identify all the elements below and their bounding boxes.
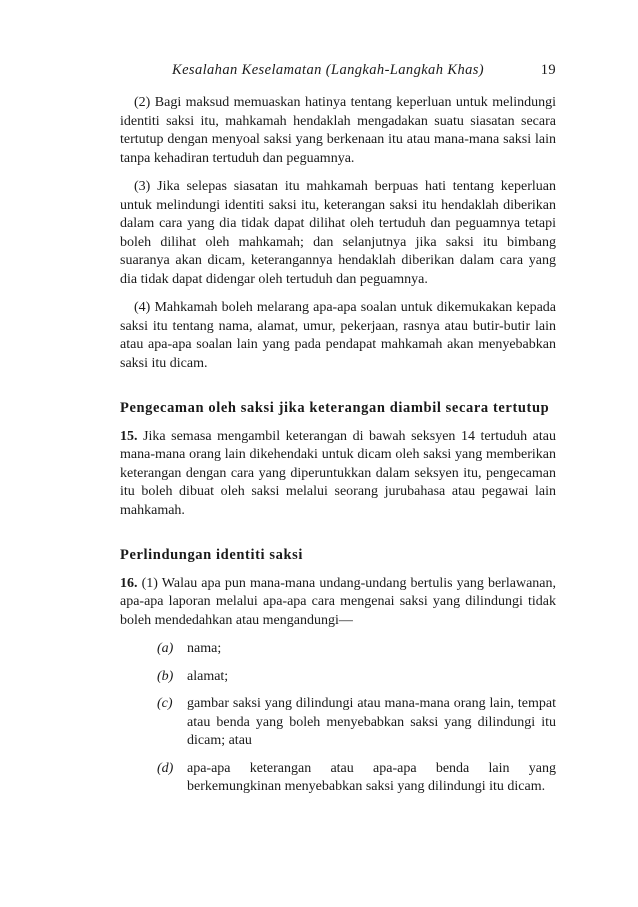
section-16-body (120, 575, 556, 631)
document-body (120, 94, 556, 806)
list-item-b (120, 668, 556, 687)
list-text-a: nama; (187, 641, 222, 656)
list-text-d: apa-apa keterangan atau apa-apa benda lain yang berkemungkinan menyebabkan saksi yang dilindungi itu dicam. (187, 760, 556, 794)
list-text-b: alamat; (187, 668, 229, 684)
list-label-c: (c) (157, 696, 173, 711)
section-16-number: 16. (120, 575, 138, 591)
list-item-c (120, 695, 556, 751)
section-15-text: Jika semasa mengambil keterangan di bawah seksyen 14 tertuduh atau mana-mana orang lain dikehendaki untuk dicam oleh saksi yang memberikan keterangan dengan cara yang diperuntukkan dalam seksyen itu, pengecaman itu boleh dibuat oleh saksi melalui seorang jurubahasa atau pegawai lain mahkamah. (120, 428, 556, 518)
list-item-d (120, 760, 556, 797)
list-item-a (120, 640, 556, 659)
paragraph-subsection-4: (4) Mahkamah boleh melarang apa-apa soalan untuk dikemukakan kepada saksi itu tentang nama, alamat, umur, pekerjaan, rasnya atau butir-butir lain atau apa-apa soalan lain yang pada pendapat mahkamah akan menyebabkan saksi itu dicam. (120, 300, 556, 371)
section-16-heading: Perlindungan identiti saksi (120, 547, 303, 563)
list-label-d: (d) (157, 760, 174, 776)
list-label-b: (b) (157, 668, 174, 684)
paragraph-subsection-3: (3) Jika selepas siasatan itu mahkamah berpuas hati tentang keperluan untuk melindungi identiti saksi itu, keterangan saksi itu hendaklah diberikan dalam cara yang dia tidak dapat dilihat oleh tertuduh dan peguamnya tetapi boleh dilihat oleh mahkamah; dan selanjutnya jika saksi itu bimbang suaranya akan dicam, keterangannya hendaklah diberikan dalam cara yang dia tidak dapat didengar oleh tertuduh dan peguamnya. (120, 179, 556, 287)
list-text-c: gambar saksi yang dilindungi atau mana-mana orang lain, tempat atau benda yang boleh menyebabkan saksi yang dilindungi itu dicam; atau (187, 696, 556, 748)
list-label-a: (a) (157, 641, 174, 656)
header-title: Kesalahan Keselamatan (Langkah-Langkah Khas) (172, 62, 485, 78)
paragraph-subsection-2: (2) Bagi maksud memuaskan hatinya tentang keperluan untuk melindungi identiti saksi itu, mahkamah hendaklah mengadakan suatu siasatan secara tertutup dengan menyoal saksi yang berkenaan itu atau mana-mana saksi lain tanpa kehadiran tertuduh dan peguamnya. (120, 95, 556, 166)
section-15-body (120, 428, 556, 521)
section-15-heading: Pengecaman oleh saksi jika keterangan diambil secara tertutup (120, 400, 550, 416)
page-number: 19 (540, 62, 556, 78)
section-16-text: (1) Walau apa pun mana-mana undang-undang bertulis yang berlawanan, apa-apa laporan melalui apa-apa cara mengenai saksi yang dilindungi tidak boleh mendedahkan atau mengandungi— (120, 575, 556, 628)
section-15-number: 15. (120, 428, 138, 444)
